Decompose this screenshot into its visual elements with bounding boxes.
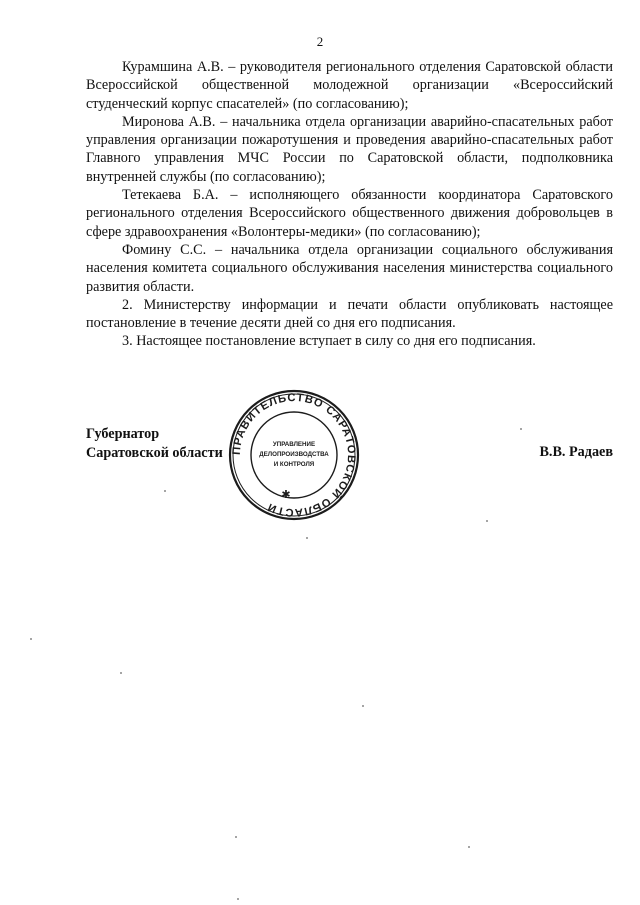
scan-speck (486, 520, 488, 522)
signature-position-line-2: Саратовской области (86, 445, 223, 461)
scan-speck (237, 898, 239, 900)
paragraph-kuramshina: Курамшина А.В. – руководителя регионального отделения Саратовской области Всероссийской общественной молодежной организации «Всероссийский студенческий корпус спасателей» (по согласованию); (86, 59, 613, 112)
paragraph-fomina: Фомину С.С. – начальника отдела организации социального обслуживания населения комитета социального обслуживания населения министерства социального развития области. (86, 241, 613, 295)
scan-speck (362, 705, 364, 707)
scan-speck (468, 846, 470, 848)
scan-speck (235, 836, 237, 838)
scan-speck (120, 672, 122, 674)
stamp-outer-text: ПРАВИТЕЛЬСТВО САРАТОВСКОЙ ОБЛАСТИ (230, 391, 358, 519)
signature-name: В.В. Радаев (539, 444, 613, 460)
page-number: 2 (316, 34, 324, 49)
scan-speck (164, 490, 166, 492)
stamp-star-icon: ✱ (281, 488, 291, 501)
official-stamp (227, 388, 361, 522)
stamp-inner-line-2: ДЕЛОПРОИЗВОДСТВА (259, 451, 329, 458)
scan-speck (520, 428, 522, 430)
signature-position-line-1: Губернатор (86, 426, 160, 442)
signature-position (86, 425, 223, 463)
paragraph-mironova: Миронова А.В. – начальника отдела организации аварийно-спасательных работ управления организации пожаротушения и проведения аварийно-спасательных работ Главного управления МЧС России по Саратовской области, подполковника внутренней службы (по согласованию); (86, 113, 613, 185)
paragraph-item-3: 3. Настоящее постановление вступает в силу со дня его подписания. (122, 333, 536, 350)
scan-speck (30, 638, 32, 640)
scan-speck (306, 537, 308, 539)
document-body (86, 58, 613, 351)
paragraph-item-2: 2. Министерству информации и печати области опубликовать настоящее постановление в течение десяти дней со дня его подписания. (86, 296, 613, 332)
stamp-inner-line-1: УПРАВЛЕНИЕ (272, 441, 316, 448)
stamp-inner-line-3: И КОНТРОЛЯ (273, 461, 315, 468)
paragraph-tetekaeva: Тетекаева Б.А. – исполняющего обязанности координатора Саратовского регионального отделения Всероссийского общественного движения добровольцев в сфере здравоохранения «Волонтеры-медики» (по согласованию); (86, 187, 613, 240)
